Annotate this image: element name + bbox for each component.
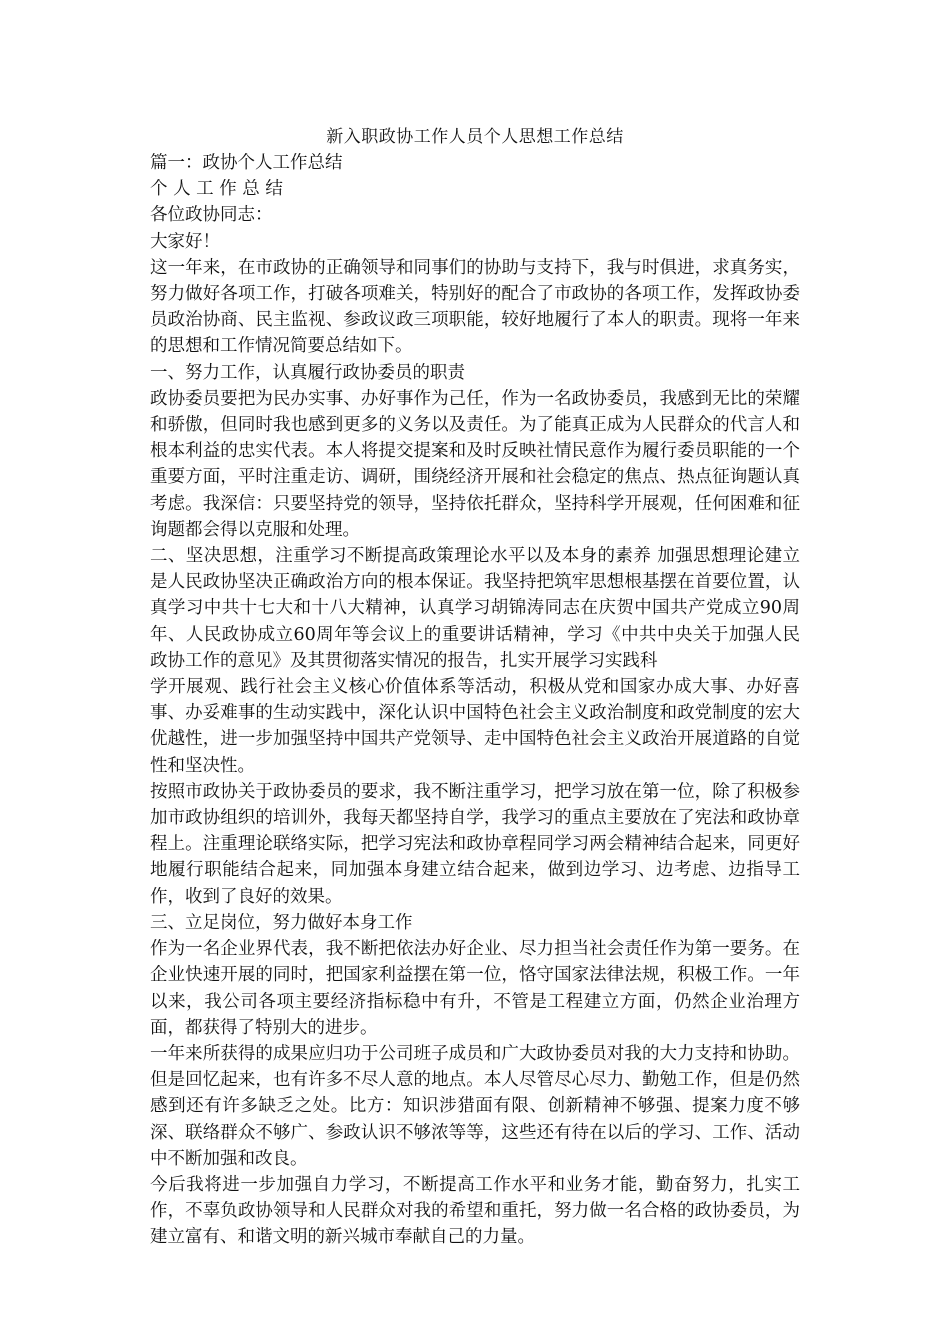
body-paragraph: 按照市政协关于政协委员的要求，我不断注重学习，把学习放在第一位，除了积极参加市政协组织的培训外，我每天都坚持自学，我学习的重点主要放在了宪法和政协章程上。注重理论联络实际，把学习宪法和政协章程同学习两会精神结合起来，同更好地履行职能结合起来，同加强本身建立结合起来，做到边学习、边考虑、边指导工作，收到了良好的效果。 [150,781,800,907]
body-paragraph: 二、坚决思想，注重学习不断提高政策理论水平以及本身的素养 加强思想理论建立是人民政协坚决正确政治方向的根本保证。我坚持把筑牢思想根基摆在首要位置，认真学习中共十七大和十八大精神，认真学习胡锦涛同志在庆贺中国共产党成立90周年、人民政协成立60周年等会议上的重要讲话精神，学习《中共中央关于加强人民政协工作的意见》及其贯彻落实情况的报告，扎实开展学习实践科 [150,546,800,671]
document-subtitle: 篇一：政协个人工作总结 [150,153,343,173]
document-title: 新入职政协工作人员个人思想工作总结 [326,127,624,147]
salutation: 各位政协同志： [150,205,273,226]
section-heading: 一、努力工作，认真履行政协委员的职责 [150,362,465,383]
body-paragraph: 一年来所获得的成果应归功于公司班子成员和广大政协委员对我的大力支持和协助。但是回忆起来，也有许多不尽人意的地点。本人尽管尽心尽力、勤勉工作，但是仍然感到还有许多缺乏之处。比方：知识涉猎面有限、创新精神不够强、提案力度不够深、联络群众不够广、参政认识不够浓等等，这些还有待在以后的学习、工作、活动中不断加强和改良。 [150,1043,800,1169]
section-heading: 三、立足岗位，努力做好本身工作 [150,912,413,933]
body-paragraph: 今后我将进一步加强自力学习，不断提高工作水平和业务才能，勤奋努力，扎实工作，不辜负政协领导和人民群众对我的希望和重托，努力做一名合格的政协委员，为建立富有、和谐文明的新兴城市奉献自己的力量。 [150,1174,800,1248]
body-paragraph: 学开展观、践行社会主义核心价值体系等活动，积极从党和国家办成大事、办好喜事、办妥难事的生动实践中，深化认识中国特色社会主义政治制度和政党制度的宏大优越性，进一步加强坚持中国共产党领导、走中国特色社会主义政治开展道路的自觉性和坚决性。 [150,677,800,776]
summary-heading: 个 人 工 作 总 结 [150,179,283,200]
body-paragraph: 政协委员要把为民办实事、办好事作为己任，作为一名政协委员，我感到无比的荣耀和骄傲，但同时我也感到更多的义务以及责任。为了能真正成为人民群众的代言人和根本利益的忠实代表。本人将提交提案和及时反映社情民意作为履行委员职能的一个重要方面，平时注重走访、调研，围绕经济开展和社会稳定的焦点、热点征询题认真考虑。我深信：只要坚持党的领导，坚持依托群众，坚持科学开展观，任何困难和征询题都会得以克服和处理。 [150,388,800,540]
body-paragraph: 作为一名企业界代表，我不断把依法办好企业、尽力担当社会责任作为第一要务。在企业快速开展的同时，把国家利益摆在第一位，恪守国家法律法规，积极工作。一年以来，我公司各项主要经济指标稳中有升，不管是工程建立方面，仍然企业治理方面，都获得了特别大的进步。 [150,939,800,1038]
greeting: 大家好！ [150,231,220,252]
document-page [150,125,800,1251]
body-paragraph: 这一年来，在市政协的正确领导和同事们的协助与支持下，我与时俱进，求真务实，努力做好各项工作，打破各项难关，特别好的配合了市政协的各项工作，发挥政协委员政治协商、民主监视、参政议政三项职能，较好地履行了本人的职责。现将一年来的思想和工作情况简要总结如下。 [150,257,800,357]
